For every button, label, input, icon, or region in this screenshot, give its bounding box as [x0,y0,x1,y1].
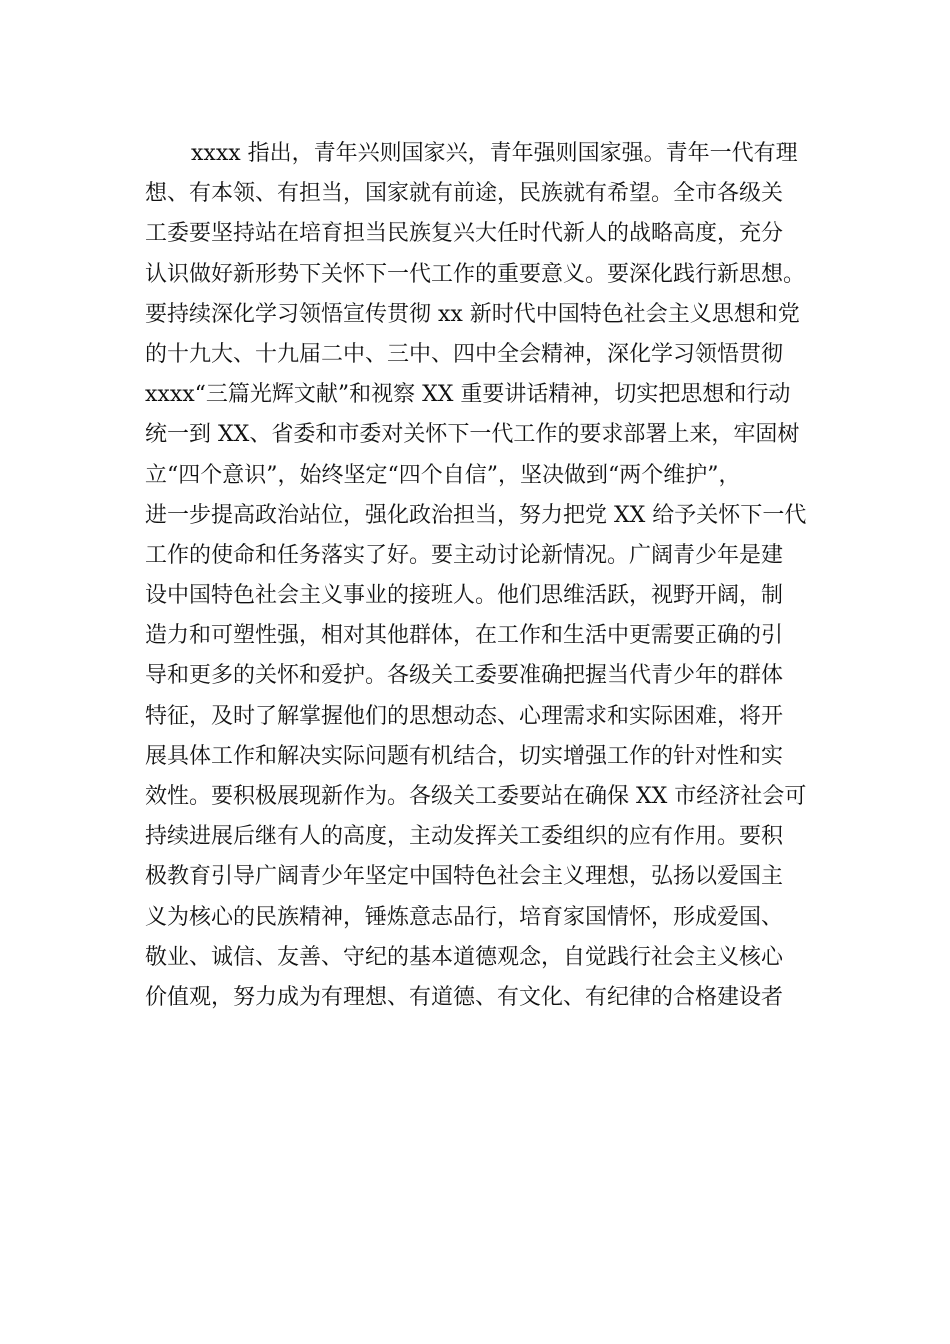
body-paragraph [145,134,813,1018]
paragraph-line: xxxx 指出，青年兴则国家兴，青年强则国家强。青年一代有理 [191,141,798,166]
paragraph-line: 工委要坚持站在培育担当民族复兴大任时代新人的战略高度，充分 [145,221,784,247]
paragraph-line: 造力和可塑性强，相对其他群体，在工作和生活中更需要正确的引 [145,623,784,649]
paragraph-line: xxxx“三篇光辉文献”和视察 XX 重要讲话精神，切实把思想和行动 [145,382,791,408]
paragraph-line: 导和更多的关怀和爱护。各级关工委要准确把握当代青少年的群体 [145,663,784,689]
paragraph-line: 极教育引导广阔青少年坚定中国特色社会主义理想，弘扬以爱国主 [145,864,784,890]
paragraph-line: 统一到 XX、省委和市委对关怀下一代工作的要求部署上来，牢固树 [145,422,800,448]
paragraph-line: 持续进展后继有人的高度，主动发挥关工委组织的应有作用。要积 [145,824,784,850]
paragraph-line: 认识做好新形势下关怀下一代工作的重要意义。要深化践行新思想。 [145,261,806,287]
paragraph-line: 敬业、诚信、友善、守纪的基本道德观念，自觉践行社会主义核心 [145,944,784,970]
paragraph-line: 进一步提高政治站位，强化政治担当，努力把党 XX 给予关怀下一代 [145,502,807,528]
paragraph-line: 设中国特色社会主义事业的接班人。他们思维活跃，视野开阔，制 [145,583,784,609]
paragraph-line: 义为核心的民族精神，锤炼意志品行，培育家国情怀，形成爱国、 [145,904,784,930]
paragraph-line: 效性。要积极展现新作为。各级关工委要站在确保 XX 市经济社会可 [145,784,807,809]
paragraph-line: 要持续深化学习领悟宣传贯彻 xx 新时代中国特色社会主义思想和党 [145,301,800,327]
paragraph-line: 想、有本领、有担当，国家就有前途，民族就有希望。全市各级关 [145,181,784,207]
paragraph-line: 的十九大、十九届二中、三中、四中全会精神，深化学习领悟贯彻 [145,341,784,367]
paragraph-line: 立“四个意识”，始终坚定“四个自信”，坚决做到“两个维护”， [145,462,741,488]
paragraph-line: 工作的使命和任务落实了好。要主动讨论新情况。广阔青少年是建 [145,542,784,568]
paragraph-line: 价值观，努力成为有理想、有道德、有文化、有纪律的合格建设者 [145,984,784,1010]
paragraph-line: 特征，及时了解掌握他们的思想动态、心理需求和实际困难，将开 [145,703,784,729]
paragraph-line: 展具体工作和解决实际问题有机结合，切实增强工作的针对性和实 [145,743,784,769]
